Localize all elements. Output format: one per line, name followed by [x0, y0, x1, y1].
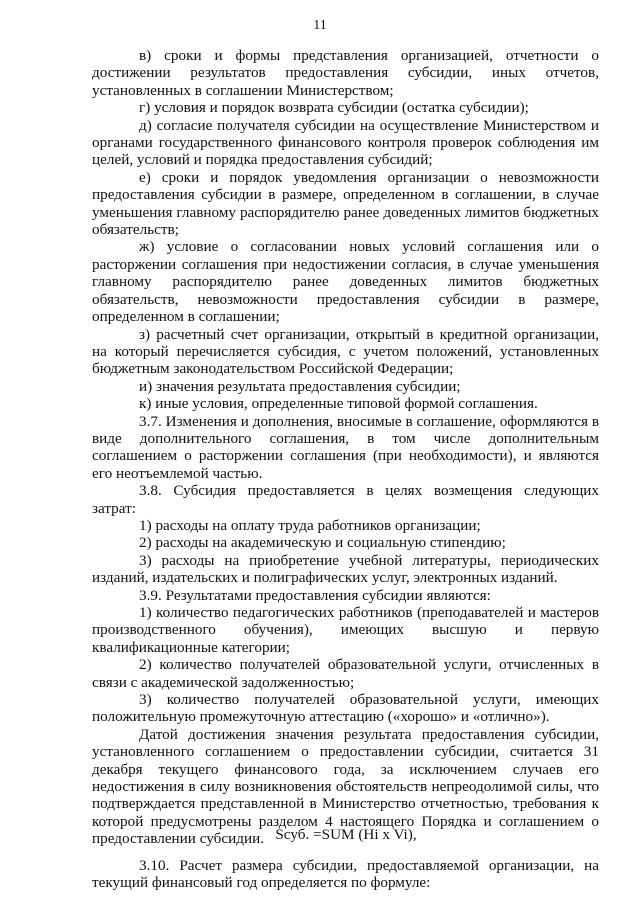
document-body [92, 47, 599, 892]
subsidy-formula: Sсуб. =SUM (Hi x Vi), [275, 826, 417, 843]
paragraph-3-8-item-3: 3) расходы на приобретение учебной литературы, периодических изданий, издательских и полиграфических услуг, электронных изданий. [92, 551, 599, 587]
page-number: 11 [313, 18, 327, 33]
paragraph-item-z: з) расчетный счет организации, открытый в кредитной организации, на который перечисляется субсидия, с учетом положений, установленных бюджетным законодательством Российской Федерации; [92, 325, 599, 378]
paragraph-item-d: д) согласие получателя субсидии на осуществление Министерством и органами государственного финансового контроля проверок соблюдения им целей, условий и порядка предоставления субсидий; [92, 116, 599, 169]
paragraph-3-7: 3.7. Изменения и дополнения, вносимые в соглашение, оформляются в виде дополнительного соглашения, в том числе дополнительным соглашением о расторжении соглашения (при необходимости), и являются его неотъемлемой частью. [92, 412, 599, 482]
paragraph-item-e: е) сроки и порядок уведомления организации о невозможности предоставления субсидии в размере, определенном в соглашении, в случае уменьшения главному распорядителю ранее доведенных лимитов бюджетных обязательств; [92, 168, 599, 239]
paragraph-item-i: и) значения результата предоставления субсидии; [139, 377, 461, 395]
paragraph-item-k: к) иные условия, определенные типовой формой соглашения. [139, 395, 538, 413]
paragraph-3-9-item-3: 3) количество получателей образовательной услуги, имеющих положительную промежуточную аттестацию («хорошо» и «отлично»). [92, 691, 599, 726]
paragraph-3-8-item-1: 1) расходы на оплату труда работников организации; [139, 516, 481, 534]
paragraph-3-9-item-1: 1) количество педагогических работников (преподавателей и мастеров производственного обучения), имеющих высшую и первую квалификационные категории; [92, 604, 599, 656]
paragraph-3-9-item-2: 2) количество получателей образовательной услуги, отчисленных в связи с академической задолженностью; [92, 656, 599, 691]
paragraph-3-8-item-2: 2) расходы на академическую и социальную стипендию; [139, 534, 506, 552]
paragraph-item-zh: ж) условие о согласовании новых условий соглашения или о расторжении соглашения при недостижении согласия, в случае уменьшения главному распорядителю ранее доведенных лимитов бюджетных обязательств, невозможности предоставления субсидии в размере, определенном в соглашении; [92, 238, 599, 326]
paragraph-item-g: г) условия и порядок возврата субсидии (остатка субсидии); [139, 99, 529, 117]
paragraph-3-8: 3.8. Субсидия предоставляется в целях возмещения следующих затрат: [92, 482, 599, 517]
paragraph-3-10: 3.10. Расчет размера субсидии, предоставляемой организации, на текущий финансовый год определяется по формуле: [92, 856, 599, 892]
paragraph-item-v: в) сроки и формы представления организацией, отчетности о достижении результатов предоставления субсидии, иных отчетов, установленных в соглашении Министерством; [92, 47, 599, 99]
paragraph-3-9: 3.9. Результатами предоставления субсидии являются: [139, 586, 491, 604]
paragraph-achievement-date: Датой достижения значения результата предоставления субсидии, установленного соглашением о предоставлении субсидии, считается 31 декабря текущего финансового года, за исключением случаев его недостижения в силу возникновения обстоятельств непреодолимой силы, что подтверждается представленной в Министерство отчетностью, требования к которой предусмотрены разделом 4 настоящего Порядка и соглашением о предоставлении субсидии. [92, 725, 599, 848]
